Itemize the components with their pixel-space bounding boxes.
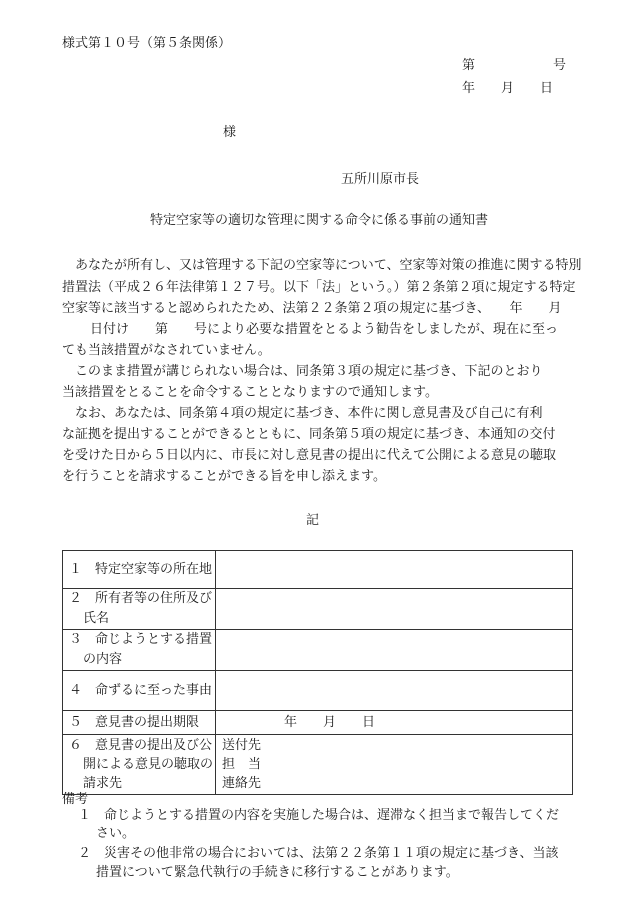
row-label-measures — [63, 630, 216, 671]
row-label-reason: ４ 命ずるに至った事由 — [63, 671, 216, 711]
document-date: 年 月 日 — [462, 81, 554, 96]
body-line: 当該措置をとることを命令することとなりますので通知します。 — [62, 385, 438, 400]
body-line: 空家等に該当すると認められたため、法第２２条第２項の規定に基づき、 年 月 — [62, 301, 562, 316]
remarks-heading: 備考 — [62, 792, 89, 807]
row-label-location: １ 特定空家等の所在地 — [63, 551, 216, 589]
row-value-deadline: 年 月 日 — [216, 711, 573, 735]
row-value-measures — [216, 630, 573, 671]
table-row — [63, 735, 573, 795]
table-row — [63, 671, 573, 711]
items-table — [62, 550, 573, 795]
document-number: 第 号 — [462, 58, 567, 73]
body-line: 日付け 第 号により必要な措置をとるよう勧告をしましたが、現在に至っ — [90, 322, 559, 337]
body-line: あなたが所有し、又は管理する下記の空家等について、空家等対策の推進に関する特別 — [75, 258, 582, 273]
remark-item-1-cont: さい。 — [96, 826, 136, 841]
row-label-owner-line1: ２ 所有者等の住所及び — [69, 591, 213, 606]
row-label-owner — [63, 589, 216, 630]
remark-item-2-cont: 措置について緊急代執行の手続きに移行することがあります。 — [96, 865, 459, 880]
row-label-measures-line1: ３ 命じようとする措置 — [69, 632, 213, 647]
send-to-label: 送付先 — [222, 738, 262, 753]
body-line: このまま措置が講じられない場合は、同条第３項の規定に基づき、下記のとおり — [75, 364, 543, 379]
ki-heading: 記 — [306, 513, 320, 528]
row-label-submission-line3: 請求先 — [83, 776, 123, 791]
body-line: を行うことを請求することができる旨を申し添えます。 — [62, 469, 386, 484]
table-row — [63, 711, 573, 735]
table-row — [63, 630, 573, 671]
row-label-submission-line1: ６ 意見書の提出及び公 — [69, 738, 213, 753]
issuer-mayor: 五所川原市長 — [341, 172, 420, 187]
row-value-submission — [216, 735, 573, 795]
contact-label: 連絡先 — [222, 776, 262, 791]
row-value-owner — [216, 589, 573, 630]
table-row — [63, 551, 573, 589]
body-line: な証拠を提出することができるとともに、同条第５項の規定に基づき、本通知の交付 — [62, 427, 556, 442]
remark-item-1: １ 命じようとする措置の内容を実施した場合は、遅滞なく担当まで報告してくだ — [78, 808, 560, 823]
body-line: を受けた日から５日以内に、市長に対し意見書の提出に代えて公開による意見の聴取 — [62, 448, 557, 463]
remark-item-2: ２ 災害その他非常の場合においては、法第２２条第１１項の規定に基づき、当該 — [78, 846, 559, 861]
row-value-location — [216, 551, 573, 589]
row-label-submission — [63, 735, 216, 795]
document-title: 特定空家等の適切な管理に関する命令に係る事前の通知書 — [150, 213, 489, 228]
table-row — [63, 589, 573, 630]
addressee: 様 — [223, 125, 237, 140]
row-label-deadline: ５ 意見書の提出期限 — [63, 711, 216, 735]
row-label-measures-line2: の内容 — [83, 652, 123, 667]
body-line: ても当該措置がなされていません。 — [62, 343, 271, 358]
form-number: 様式第１０号（第５条関係） — [62, 36, 232, 51]
row-value-reason — [216, 671, 573, 711]
row-label-owner-line2: 氏名 — [83, 611, 110, 626]
body-line: 措置法（平成２６年法律第１２７号。以下「法」という。）第２条第２項に規定する特定 — [62, 280, 576, 295]
body-line: なお、あなたは、同条第４項の規定に基づき、本件に関し意見書及び自己に有利 — [75, 406, 543, 421]
row-label-submission-line2: 開による意見の聴取の — [83, 757, 214, 772]
person-in-charge-label: 担 当 — [222, 757, 262, 772]
